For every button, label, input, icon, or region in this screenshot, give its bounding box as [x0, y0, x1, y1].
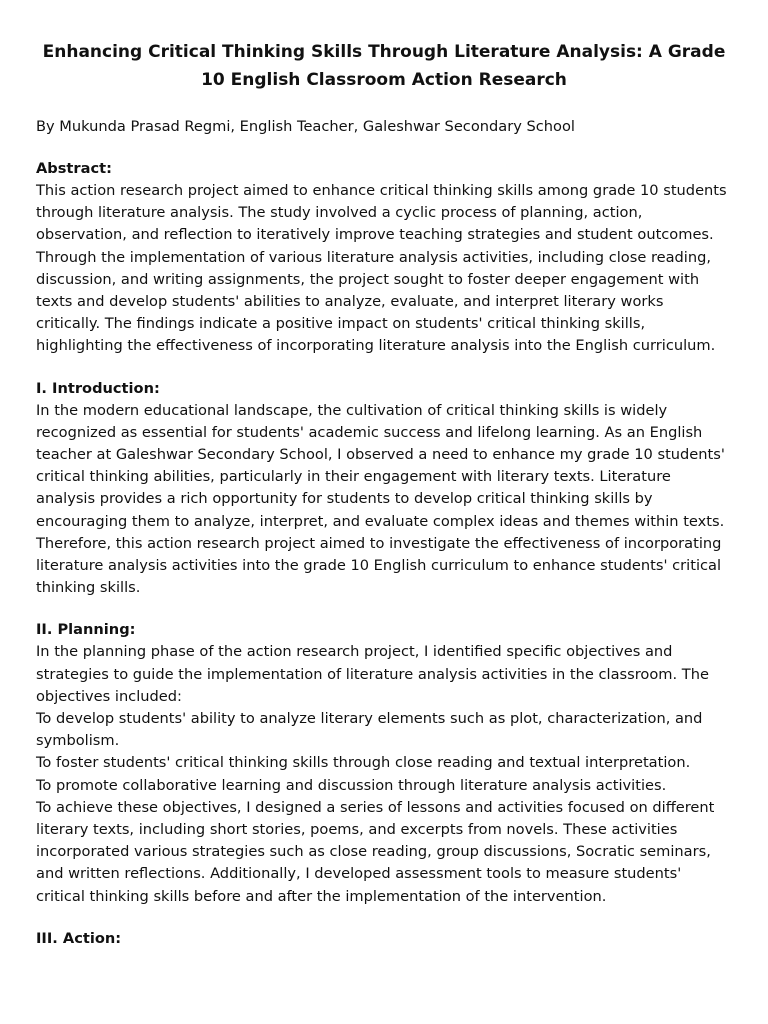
introduction-heading: I. Introduction:: [36, 379, 160, 397]
planning-body: To achieve these objectives, I designed a series of lessons and activities focused on different literary texts, including short stories, poems, and excerpts from novels. These activities incorporated various strategies such as close reading, group discussions, Socratic seminars, and written reflections. Additionally, I developed assessment tools to measure students' critical thinking skills before and after the implementation of the intervention.: [36, 798, 715, 905]
planning-objective: To foster students' critical thinking skills through close reading and textual interpretation.: [36, 754, 691, 772]
abstract-heading: Abstract:: [36, 160, 112, 177]
planning-heading: II. Planning:: [36, 621, 136, 639]
planning-section: [36, 619, 732, 907]
document-title: Enhancing Critical Thinking Skills Through Literature Analysis: A Grade 10 English Classroom Action Research: [42, 42, 726, 90]
introduction-section: [36, 378, 732, 600]
planning-objective: To develop students' ability to analyze literary elements such as plot, characterization, and symbolism.: [36, 710, 703, 750]
author-line: By Mukunda Prasad Regmi, English Teacher, Galeshwar Secondary School: [36, 118, 575, 135]
action-heading: III. Action:: [36, 929, 122, 947]
introduction-body: In the modern educational landscape, the cultivation of critical thinking skills is widely recognized as essential for students' academic success and lifelong learning. As an English teacher at Galeshwar Secondary School, I observed a need to enhance my grade 10 students' critical thinking abilities, particularly in their engagement with literary texts. Literature analysis provides a rich opportunity for students to develop critical thinking skills by encouraging them to analyze, interpret, and evaluate complex ideas and themes within texts. Therefore, this action research project aimed to investigate the effectiveness of incorporating literature analysis activities into the grade 10 English curriculum to enhance students' critical thinking skills.: [36, 401, 725, 597]
abstract-section: [36, 158, 732, 358]
abstract-body: This action research project aimed to enhance critical thinking skills among grade 10 students through literature analysis. The study involved a cyclic process of planning, action, observation, and reflection to iteratively improve teaching strategies and student outcomes. Through the implementation of various literature analysis activities, including close reading, discussion, and writing assignments, the project sought to foster deeper engagement with texts and develop students' abilities to analyze, evaluate, and interpret literary works critically. The findings indicate a positive impact on students' critical thinking skills, highlighting the effectiveness of incorporating literature analysis into the English curriculum.: [36, 182, 727, 355]
planning-intro: In the planning phase of the action research project, I identified specific objectives and strategies to guide the implementation of literature analysis activities in the classroom. The objectives included:: [36, 643, 709, 705]
planning-objective: To promote collaborative learning and discussion through literature analysis activities.: [36, 776, 667, 794]
action-section: [36, 928, 732, 950]
